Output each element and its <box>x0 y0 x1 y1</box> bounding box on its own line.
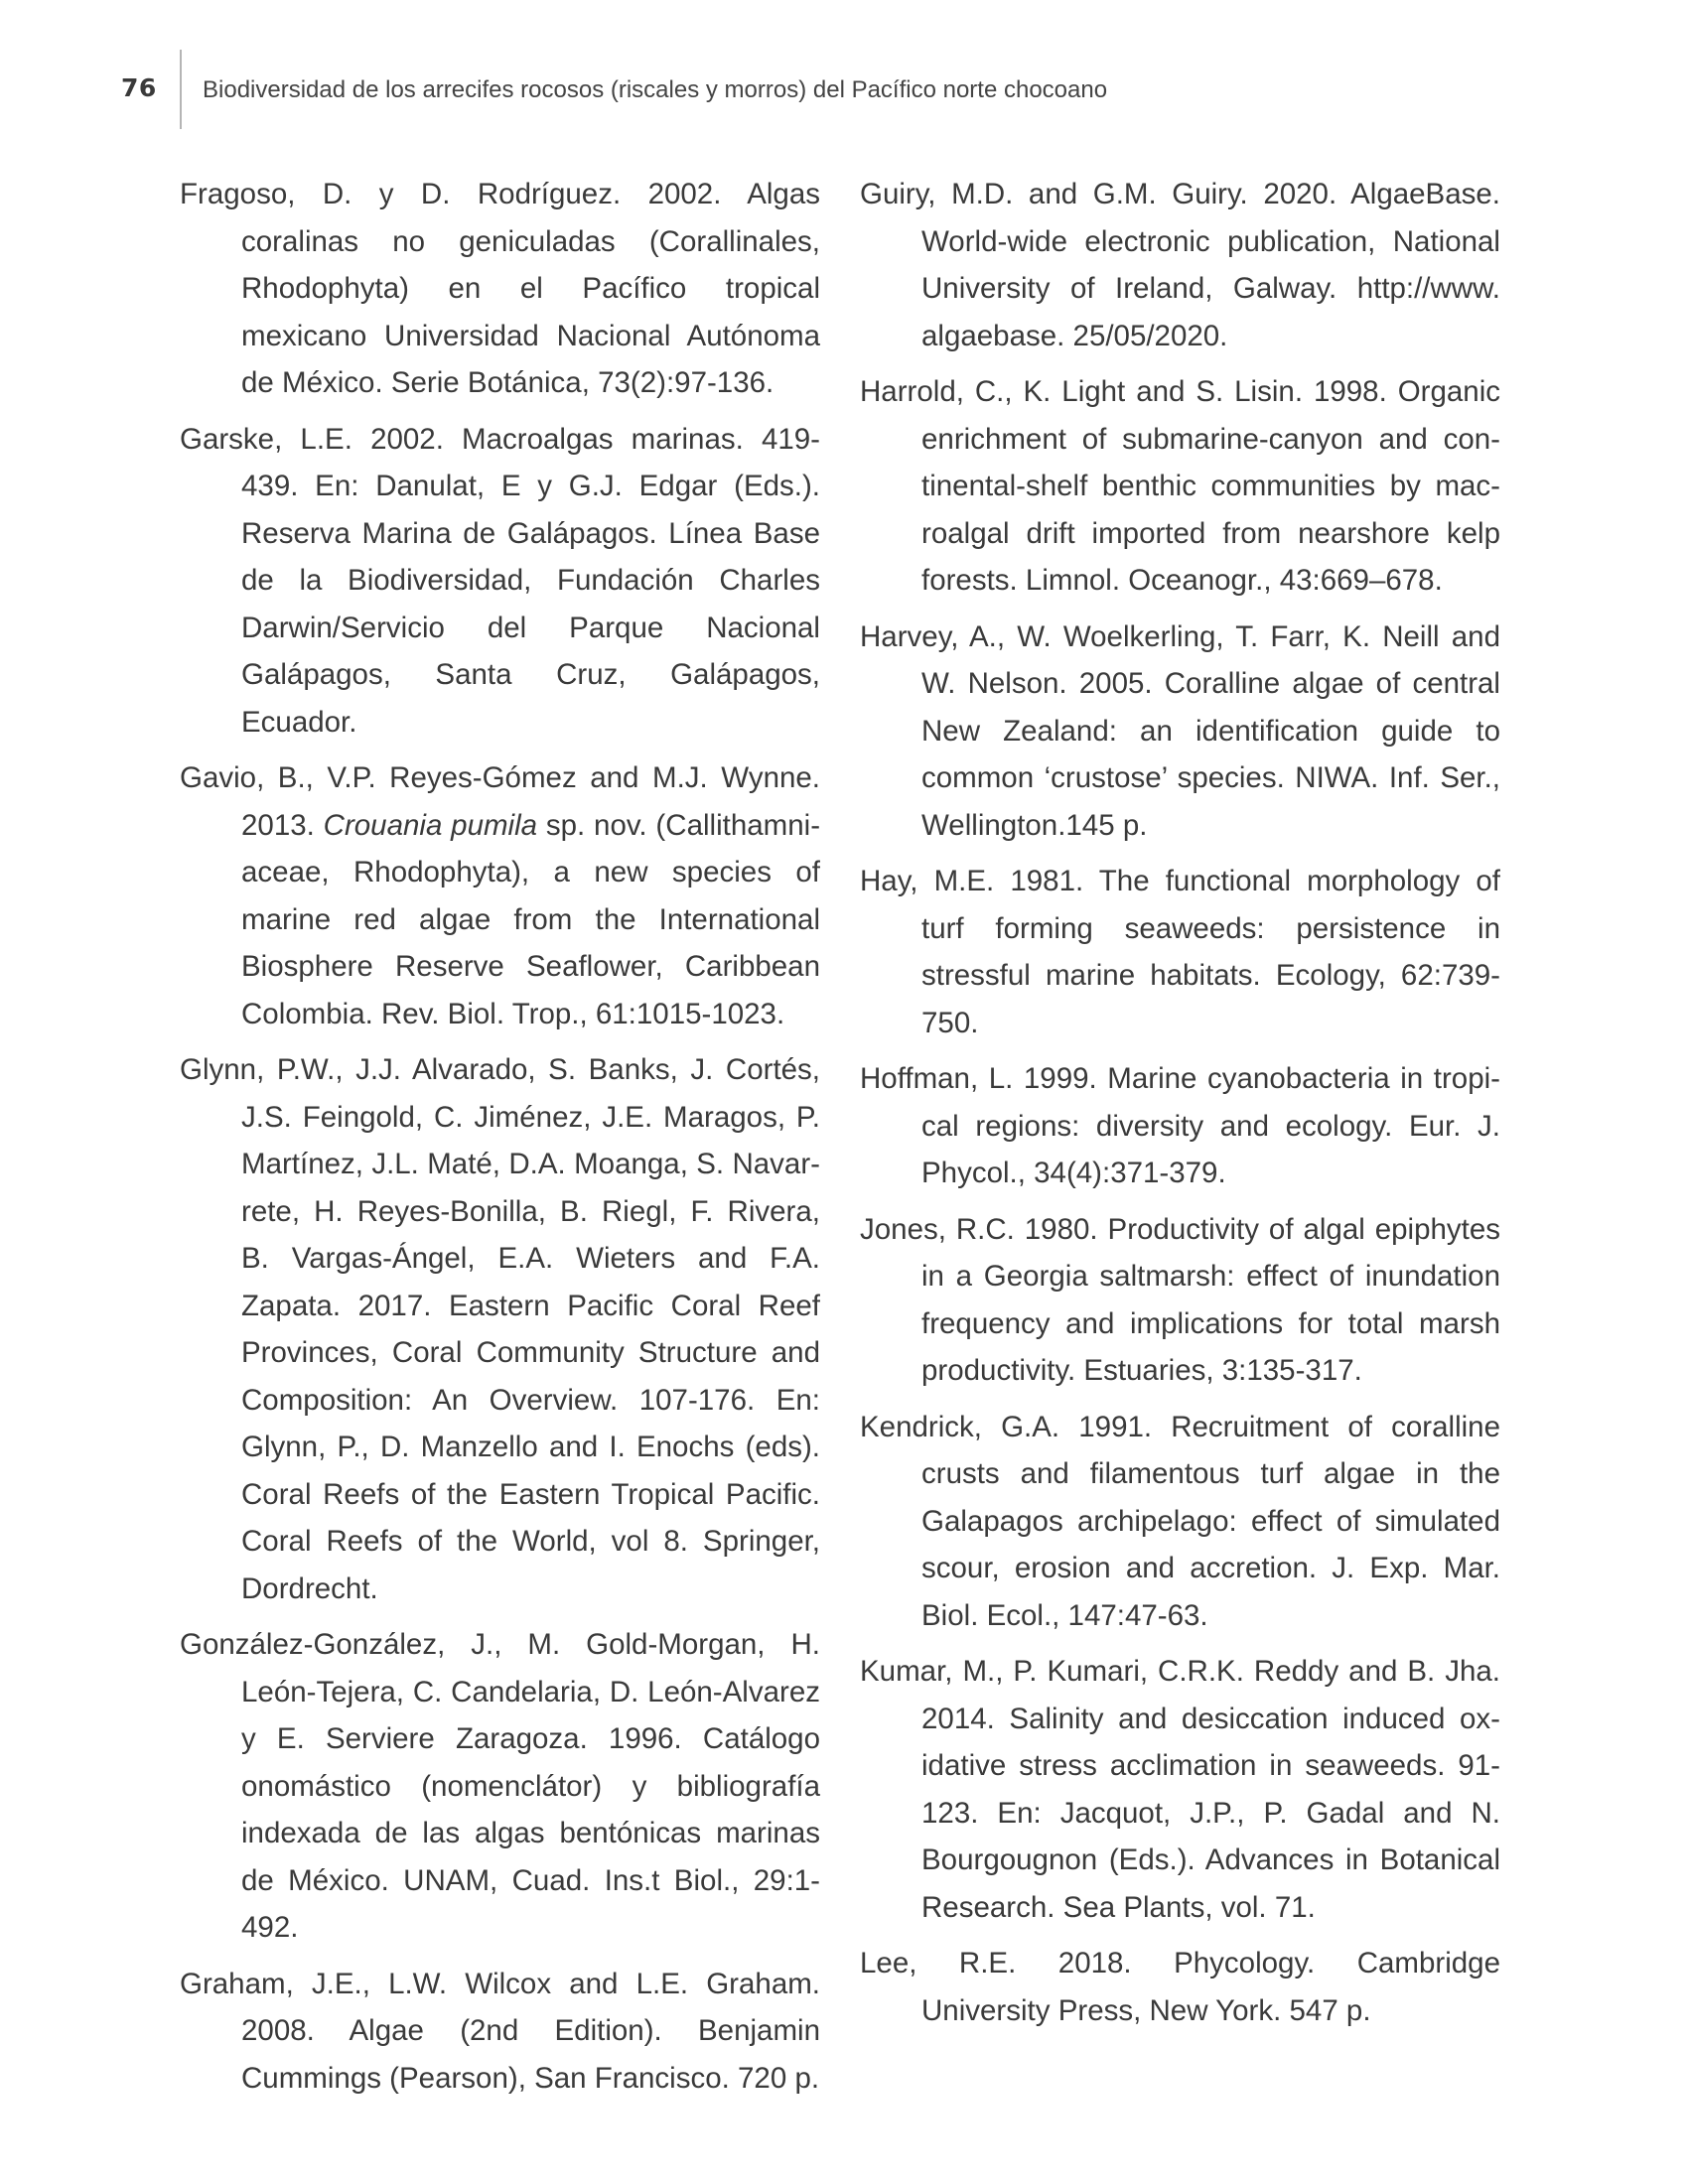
reference-text: Gavio, B., V.P. Reyes-Gómez and M.J. Wynne. 2013. <box>180 761 820 842</box>
running-title: Biodiversidad de los arrecifes rocosos (riscales y morros) del Pacífico norte chocoano <box>203 76 1108 103</box>
reference-entry: Kendrick, G.A. 1991. Recruitment of coralline crusts and filamentous turf algae in the Galapagos archipelago: effect of simulated scour, erosion and accretion. J. Exp. Mar. Biol. Ecol., 147:47-63. <box>860 1410 1500 1632</box>
reference-entry: González-González, J., M. Gold-Morgan, H. León-Tejera, C. Candelaria, D. León-Alvarez y E. Serviere Zaragoza. 1996. Catálogo onomástico (nomenclátor) y bibliografía indexada de las algas bentónicas marinas de México. UNAM, Cuad. Ins.t Biol., 29:1-492. <box>180 1628 820 1944</box>
reference-entry: Kumar, M., P. Kumari, C.R.K. Reddy and B. Jha. 2014. Salinity and desiccation induced oxidative stress acclimation in seaweeds. 91-123. En: Jacquot, J.P., P. Gadal and N. Bourgougnon (Eds.). Advances in Botanical Research. Sea Plants, vol. 71. <box>860 1655 1500 1924</box>
reference-entry: Graham, J.E., L.W. Wilcox and L.E. Graham. 2008. Algae (2nd Edition). Benjamin Cummings (Pearson), San Francisco. 720 p. <box>180 1967 820 2095</box>
reference-entry: Harrold, C., K. Light and S. Lisin. 1998. Organic enrichment of submarine-canyon and continental-shelf benthic communities by macroalgal drift imported from nearshore kelp forests. Limnol. Oceanogr., 43:669–678. <box>860 375 1500 597</box>
page-number: 76 <box>121 73 157 102</box>
header-divider <box>180 50 182 129</box>
species-name: Crouania pumila <box>323 808 538 842</box>
reference-entry: Fragoso, D. y D. Rodríguez. 2002. Algas coralinas no geniculadas (Corallinales, Rhodophyta) en el Pacífico tropical mexicano Universidad Nacional Autónoma de México. Serie Botánica, 73(2):97-136. <box>180 178 820 399</box>
reference-entry: Garske, L.E. 2002. Macroalgas marinas. 419-439. En: Danulat, E y G.J. Edgar (Eds.). Reserva Marina de Galápagos. Línea Base de la Biodiversidad, Fundación Charles Darwin/Servicio del Parque Nacional Galápagos, Santa Cruz, Galápagos, Ecuador. <box>180 422 820 739</box>
reference-entry: Lee, R.E. 2018. Phycology. Cambridge University Press, New York. 547 p. <box>860 1947 1500 2027</box>
reference-entry <box>180 754 820 1037</box>
reference-entry: Glynn, P.W., J.J. Alvarado, S. Banks, J. Cortés, J.S. Feingold, C. Jiménez, J.E. Maragos, P. Martínez, J.L. Maté, D.A. Moanga, S. Navarrete, H. Reyes-Bonilla, B. Riegl, F. Rivera, B. Vargas-Ángel, E.A. Wieters and F.A. Zapata. 2017. Eastern Pacific Coral Reef Provinces, Coral Community Structure and Composition: An Overview. 107-176. En: Glynn, P., D. Manzello and I. Enochs (eds). Coral Reefs of the Eastern Tropical Pacific. Coral Reefs of the World, vol 8. Springer, Dordrecht. <box>180 1053 820 1605</box>
page-header <box>0 0 1688 139</box>
reference-entry: Jones, R.C. 1980. Productivity of algal epiphytes in a Georgia saltmarsh: effect of inundation frequency and implications for total marsh productivity. Estuaries, 3:135-317. <box>860 1212 1500 1387</box>
reference-text: sp. nov. (Callithamniaceae, Rhodophyta), a new species of marine red algae from the International Biosphere Reserve Seaflower, Caribbean Colombia. Rev. Biol. Trop., 61:1015-1023. <box>241 808 821 1030</box>
reference-entry: Harvey, A., W. Woelkerling, T. Farr, K. Neill and W. Nelson. 2005. Coralline algae of central New Zealand: an identification guide to common ‘crustose’ species. NIWA. Inf. Ser., Wellington.145 p. <box>860 619 1500 842</box>
reference-entry: Guiry, M.D. and G.M. Guiry. 2020. AlgaeBase. World-wide electronic publication, National University of Ireland, Galway. http://www. algaebase. 25/05/2020. <box>860 178 1500 352</box>
references-left-column <box>180 171 820 2111</box>
reference-entry: Hoffman, L. 1999. Marine cyanobacteria in tropical regions: diversity and ecology. Eur. J. Phycol., 34(4):371-379. <box>860 1062 1500 1189</box>
references-right-column <box>860 171 1500 2043</box>
reference-entry: Hay, M.E. 1981. The functional morphology of turf forming seaweeds: persistence in stressful marine habitats. Ecology, 62:739-750. <box>860 865 1500 1039</box>
